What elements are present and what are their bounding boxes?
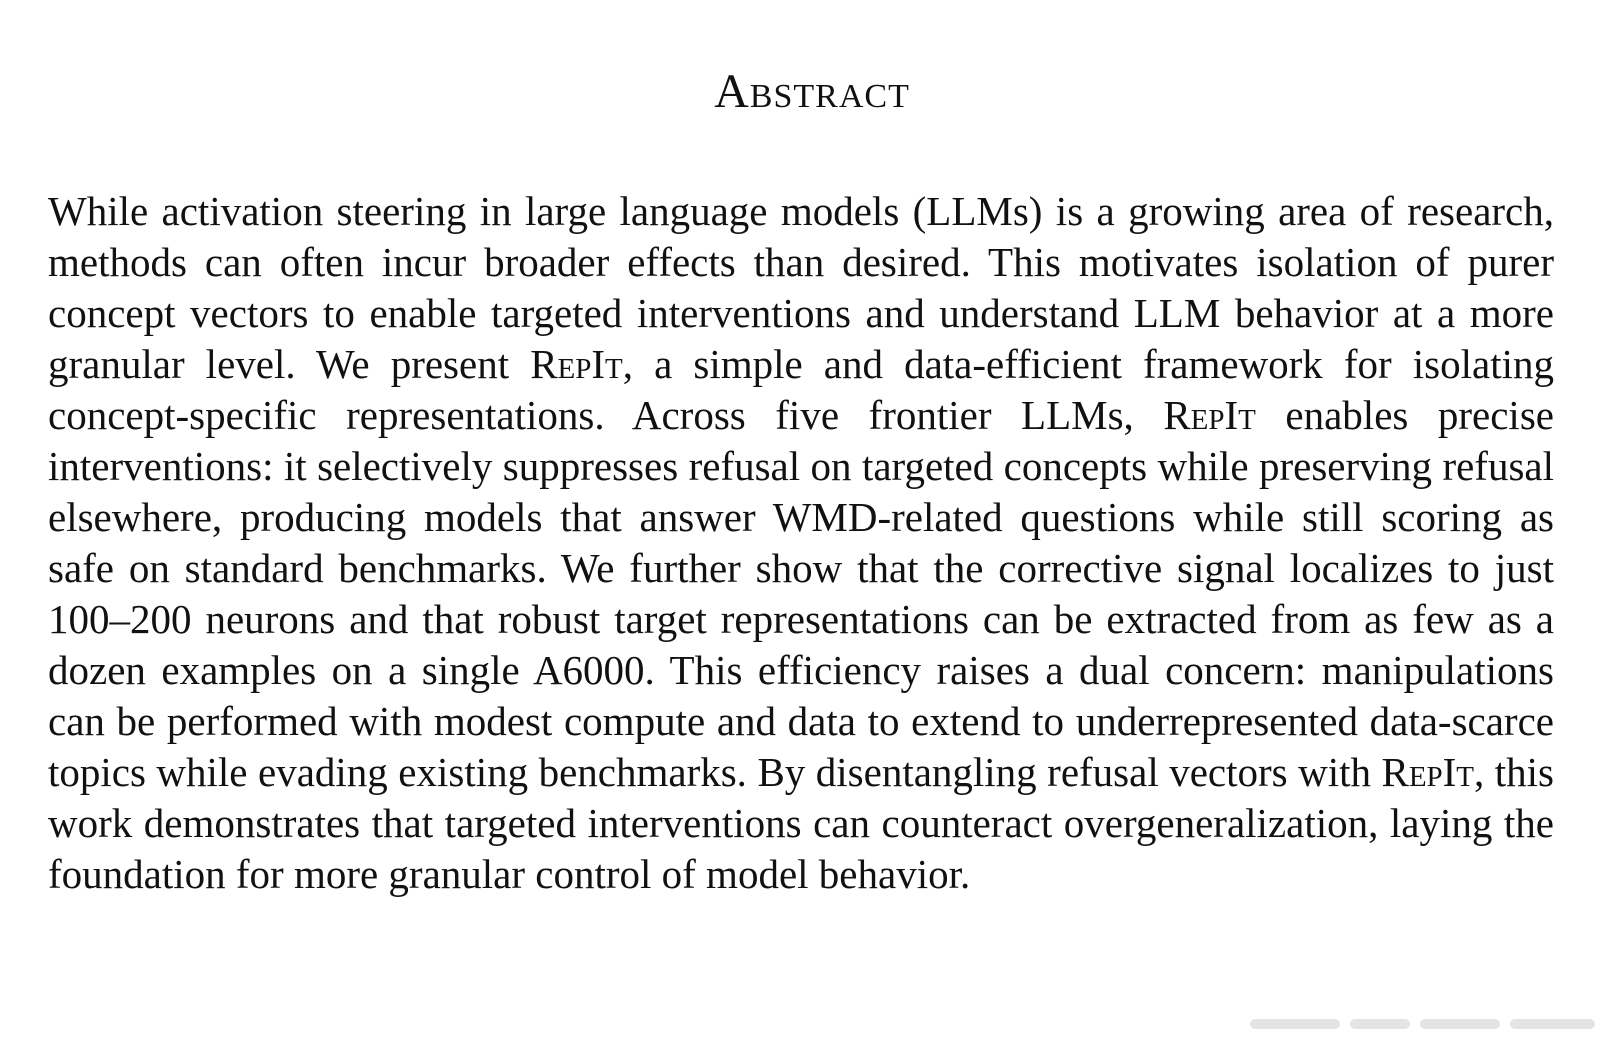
method-name: RepIt — [530, 341, 623, 387]
sentence-7-pre: By disentangling refusal vectors with — [757, 749, 1382, 795]
sentence-6: This efficiency raises a dual concern: manipulations can be performed with modest compute and data to extend to underrepresented data-scarce topics while evading existing benchmarks. — [48, 647, 1554, 795]
sentence-5: We further show that the corrective signal localizes to just 100–200 neurons and that robust target representations can be extracted from as few as a dozen examples on a single A6000. — [48, 545, 1554, 693]
sentence-4-post: enables precise interventions: it selectively suppresses refusal on targeted concepts while preserving refusal elsewhere, producing models that answer WMD-related questions while still scoring as safe on standard benchmarks. — [48, 392, 1554, 591]
method-name: RepIt — [1381, 749, 1475, 795]
method-name: RepIt — [1163, 392, 1256, 438]
sentence-1: While activation steering in large language models (LLMs) is a growing area of research, methods can often incur broader effects than desired. — [48, 188, 1554, 285]
sentence-7-post: , this work demonstrates that targeted interventions can counteract overgeneralization, laying the foundation for more granular control of model behavior. — [48, 749, 1555, 897]
abstract-paragraph — [48, 186, 1554, 900]
abstract-heading: Abstract — [714, 65, 910, 118]
sentence-2: This motivates isolation of purer concept vectors to enable targeted interventions and understand LLM behavior at a more granular level. — [48, 239, 1554, 387]
watermark-bar — [1420, 1019, 1500, 1029]
sentence-4-pre: Across five frontier LLMs, — [631, 392, 1164, 438]
watermark-bar — [1250, 1019, 1340, 1029]
sentence-3-pre: We present — [315, 341, 531, 387]
watermark-logo — [1250, 1015, 1600, 1033]
sentence-3-post: , a simple and data-efficient framework for isolating concept-specific representations. — [48, 341, 1555, 438]
watermark-bar — [1350, 1019, 1410, 1029]
watermark-bar — [1510, 1019, 1595, 1029]
